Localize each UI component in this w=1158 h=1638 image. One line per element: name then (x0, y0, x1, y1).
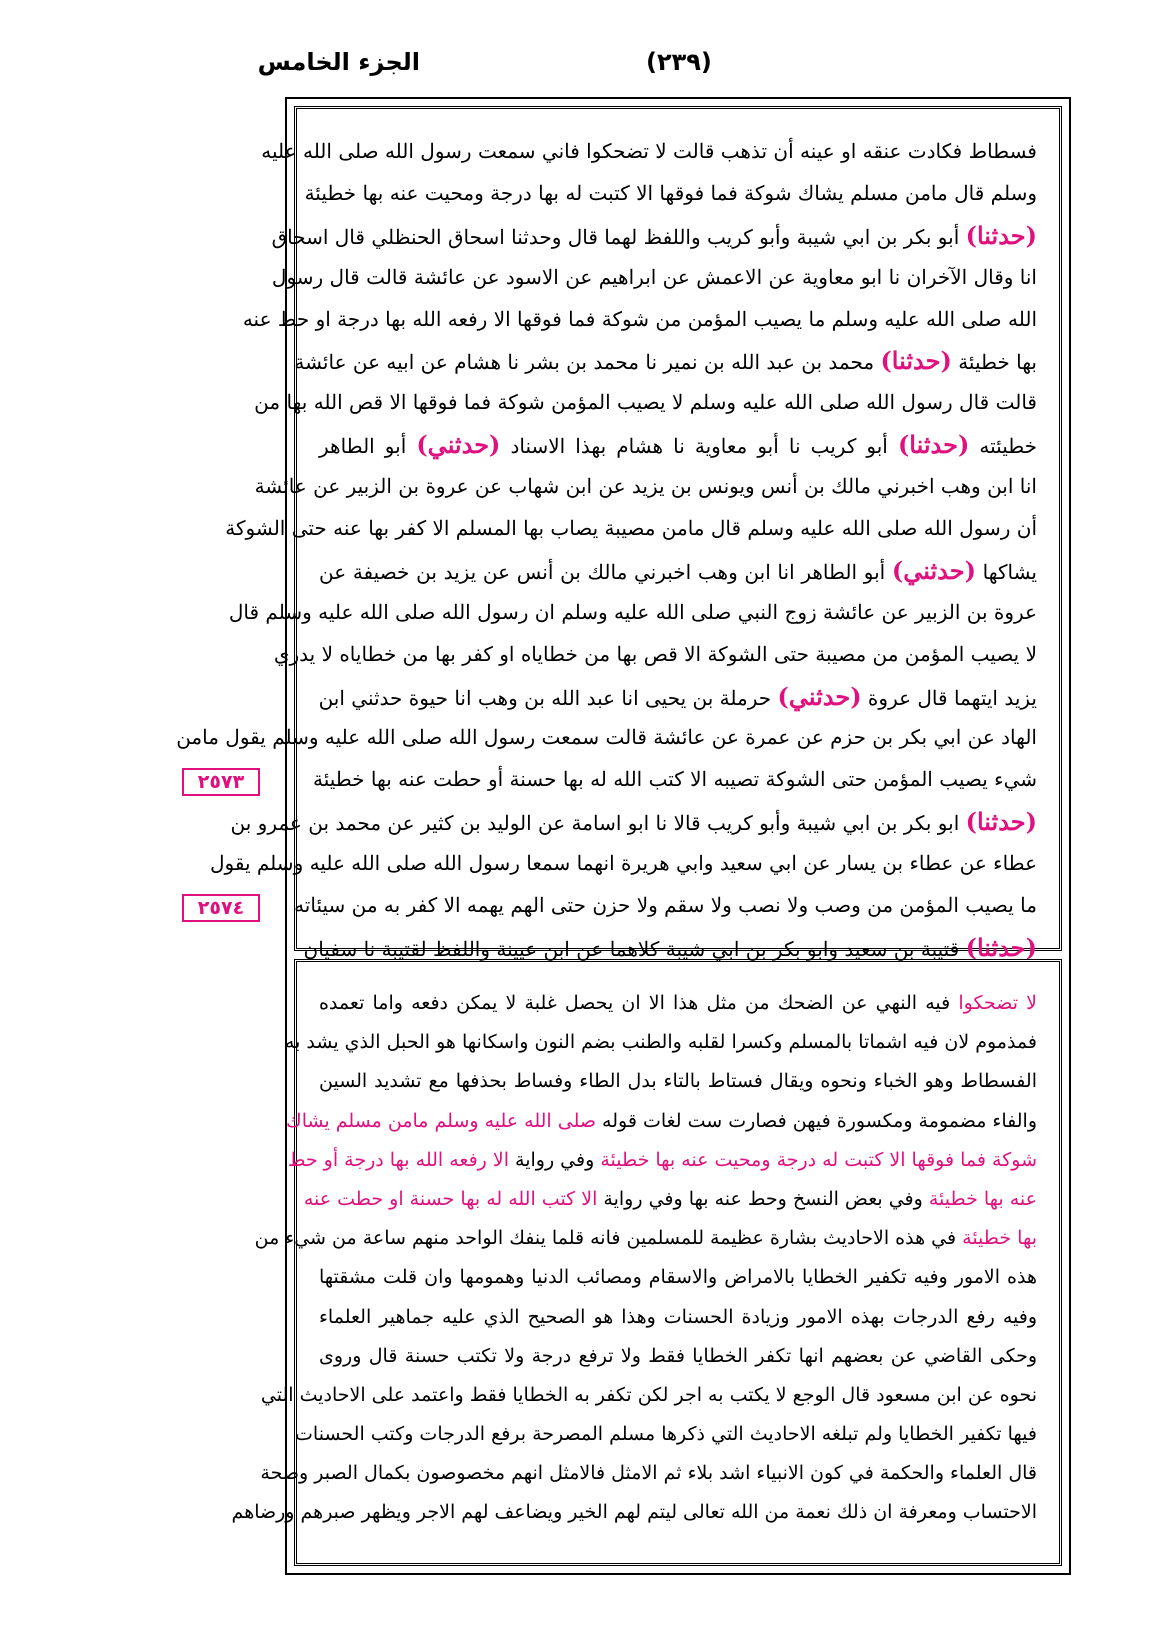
hadith-text: وسلم قال مامن مسلم يشاك شوكة فما فوقها الا كتبت له بها درجة ومحيت عنه بها خطيئة (304, 180, 1037, 205)
narration-marker: (حدثني) (891, 555, 976, 585)
hadith-text: أبو الطاهر (319, 434, 417, 459)
quoted-phrase: عنه بها خطيئة (928, 1187, 1037, 1210)
hadith-line (228, 592, 1037, 634)
hadith-text: ما يصيب المؤمن من وصب ولا نصب ولا سقم ولا حزن حتى الهم يهمه الا كفر به من سيئاته (294, 893, 1037, 918)
hadith-line (242, 299, 1037, 341)
hadith-line (273, 634, 1037, 676)
narration-marker: (حدثنا) (965, 220, 1037, 250)
commentary-line (254, 1219, 1037, 1258)
quoted-phrase: بها خطيئة (962, 1227, 1037, 1250)
hadith-text: شيء يصيب المؤمن حتى الشوكة تصيبه الا كتب الله له بها حسنة أو حطت عنه بها خطيئة (312, 767, 1037, 792)
narration-marker: (حدثنا) (880, 346, 952, 376)
hadith-text: يشاكها (975, 559, 1037, 584)
page-number: (٢٣٩) (646, 48, 712, 76)
hadith-text: قالت قال رسول الله صلى الله عليه وسلم لا يصيب المؤمن شوكة فما فوقها الا قص الله بها من (254, 390, 1037, 415)
commentary-text: والفاء مضمومة ومكسورة فيهن فصارت ست لغات قوله (596, 1109, 1037, 1132)
commentary-line (284, 1023, 1037, 1062)
commentary-line (319, 1258, 1037, 1297)
hadith-line (261, 131, 1037, 173)
hadith-text: انا وقال الآخران نا ابو معاوية عن الاعمش عن ابراهيم عن الاسود عن عائشة قالت قال رسول (271, 264, 1037, 289)
hadith-line (319, 424, 1037, 466)
hadith-line (294, 340, 1037, 382)
commentary-line (319, 1298, 1037, 1337)
hadith-text: قتيبة بن سعيد وابو بكر بن ابي شيبة كلاهما عن ابن عيينة واللفظ لقتيبة نا سفيان (303, 936, 966, 961)
commentary-text: وحكى القاضي عن بعضهم انها تكفر الخطايا فقط ولا ترفع درجة ولا تكتب حسنة قال وروى (319, 1344, 1037, 1367)
commentary-text: فيها تكفير الخطايا ولم تبلغه الاحاديث التي ذكرها مسلم المصرحة برفع الدرجات وكتب الحسنات (295, 1423, 1037, 1446)
hadith-text: حرملة بن يحيى انا عبد الله بن وهب انا حيوة حدثني ابن (318, 685, 778, 710)
narration-marker: (حدثني) (777, 681, 862, 711)
hadith-line (230, 801, 1037, 843)
quoted-phrase: شوكة فما فوقها الا كتبت له درجة ومحيت عنه بها خطيئة (600, 1148, 1037, 1171)
hadith-line (176, 717, 1037, 759)
commentary-text: وفي رواية (509, 1148, 601, 1171)
hadith-text: يزيد ايتهما قال عروة (861, 685, 1037, 710)
commentary-line (319, 1062, 1037, 1101)
hadith-text: أبو بكر بن ابي شيبة وأبو كريب واللفظ لهما قال وحدثنا اسحاق الحنظلي قال اسحاق (271, 224, 966, 249)
hadith-line (319, 550, 1037, 592)
hadith-line (254, 466, 1037, 508)
hadith-text: أن رسول الله صلى الله عليه وسلم قال مامن مصيبة يصاب بها المسلم الا كفر بها عنه حتى الشوكة (225, 516, 1037, 541)
hadith-line (254, 382, 1037, 424)
hadith-text: انا ابن وهب اخبرني مالك بن أنس ويونس بن يزيد عن ابن شهاب عن عروة بن الزبير عن عائشة (254, 474, 1037, 499)
hadith-number-box: ٢٥٧٣ (182, 768, 260, 796)
hadith-text: عطاء عن عطاء بن يسار عن ابي سعيد وابي هريرة انهما سمعا رسول الله صلى الله عليه وسلم يقول (209, 851, 1037, 876)
hadith-text: الهاد عن ابي بكر بن حزم عن عمرة عن عائشة قالت سمعت رسول الله صلى الله عليه وسلم يقول مامن (176, 725, 1037, 750)
hadith-line (271, 215, 1037, 257)
hadith-line (209, 843, 1037, 885)
commentary-text: الاحتساب ومعرفة ان ذلك نعمة من الله تعالى ليتم لهم الخير ويضاعف لهم الاجر ويظهر صبرهم ورضاهم (231, 1501, 1037, 1524)
quoted-phrase: الا رفعه الله بها درجة أو حط (287, 1148, 509, 1171)
narration-marker: (حدثنا) (897, 430, 970, 460)
hadith-line (312, 759, 1037, 801)
commentary-text: في هذه الاحاديث بشارة عظيمة للمسلمين فانه قلما ينفك الواحد منهم ساعة من شيء من (254, 1227, 963, 1250)
hadith-text: الله صلى الله عليه وسلم ما يصيب المؤمن من شوكة فما فوقها الا رفعه الله بها درجة او حط عنه (242, 306, 1037, 331)
commentary-line (260, 1376, 1037, 1415)
hadith-text: عروة بن الزبير عن عائشة زوج النبي صلى الله عليه وسلم ان رسول الله صلى الله عليه وسلم قال (228, 599, 1037, 624)
commentary-text: فيه النهي عن الضحك من مثل هذا الا ان يحصل غلبة لا يمكن دفعه واما تعمده (319, 992, 959, 1014)
commentary-text: الفسطاط وهو الخباء ونحوه ويقال فستاط بالتاء بدل الطاء وفساط بحذفها مع تشديد السين (319, 1070, 1037, 1093)
commentary-text: فمذموم لان فيه اشماتا بالمسلم وكسرا لقلبه والطنب بضم النون واسكانها هو الحبل الذي يشد به (284, 1031, 1037, 1054)
hadith-text: محمد بن عبد الله بن نمير نا محمد بن بشر نا هشام عن ابيه عن عائشة (294, 350, 881, 375)
commentary-text: قال العلماء والحكمة في كون الانبياء اشد بلاء ثم الامثل فالامثل انهم مخصوصون بكمال الصبر وصحة (260, 1462, 1037, 1485)
quoted-phrase: صلى الله عليه وسلم مامن مسلم يشاك (286, 1109, 597, 1132)
narration-marker: (حدثنا) (965, 932, 1037, 962)
hadith-line (319, 676, 1037, 718)
commentary-text: وفيه رفع الدرجات بهذه الامور وزيادة الحسنات وهذا هو الصحيح الذي عليه جماهير العلماء (319, 1305, 1037, 1328)
commentary-text: نحوه عن ابن مسعود قال الوجع لا يكتب به اجر لكن تكفر به الخطايا فقط واعتمد على الاحاديث التي (260, 1383, 1037, 1406)
hadith-text: لا يصيب المؤمن من مصيبة حتى الشوكة الا قص بها من خطاياه او كفر بها من خطاياه لا يدري (273, 641, 1037, 666)
narration-marker: (حدثني) (416, 430, 501, 460)
hadith-line (271, 257, 1037, 299)
commentary-line (260, 1454, 1037, 1493)
commentary-line (286, 1102, 1037, 1141)
commentary-line (319, 1337, 1037, 1376)
hadith-line (294, 885, 1037, 927)
hadith-line (304, 173, 1037, 215)
hadith-text: خطيئته (969, 434, 1037, 459)
commentary-line (287, 1141, 1037, 1180)
commentary-line (295, 1415, 1037, 1454)
commentary-text: وفي بعض النسخ وحط عنه بها وفي رواية (597, 1187, 929, 1210)
commentary-line (319, 984, 1037, 1023)
hadith-text: أبو كريب نا أبو معاوية نا هشام بهذا الاسناد (500, 434, 898, 459)
narration-marker: (حدثنا) (965, 807, 1037, 837)
commentary-text: هذه الامور وفيه تكفير الخطايا بالامراض والاسقام ومصائب الدنيا وهمومها وان قلت مشقتها (319, 1266, 1037, 1289)
hadith-line (225, 508, 1037, 550)
quoted-phrase: لا تضحكوا (958, 992, 1037, 1014)
hadith-text: أبو الطاهر انا ابن وهب اخبرني مالك بن أنس عن يزيد بن خصيفة عن (319, 559, 892, 584)
commentary-line (231, 1493, 1037, 1532)
commentary-lines (231, 984, 1037, 1533)
part-title: الجزء الخامس (257, 48, 420, 76)
commentary-line (303, 1180, 1037, 1219)
hadith-text: بها خطيئة (951, 350, 1037, 375)
hadith-text: فسطاط فكادت عنقه او عينه أن تذهب قالت لا تضحكوا فاني سمعت رسول الله صلى الله عليه (261, 139, 1037, 163)
commentary-text-box (231, 959, 1062, 1566)
hadith-text: ابو بكر بن ابي شيبة وأبو كريب قالا نا ابو اسامة عن الوليد بن كثير عن محمد بن عمرو بن (230, 811, 966, 836)
hadith-number-box: ٢٥٧٤ (182, 894, 260, 922)
quoted-phrase: الا كتب الله له بها حسنة او حطت عنه (303, 1187, 598, 1210)
